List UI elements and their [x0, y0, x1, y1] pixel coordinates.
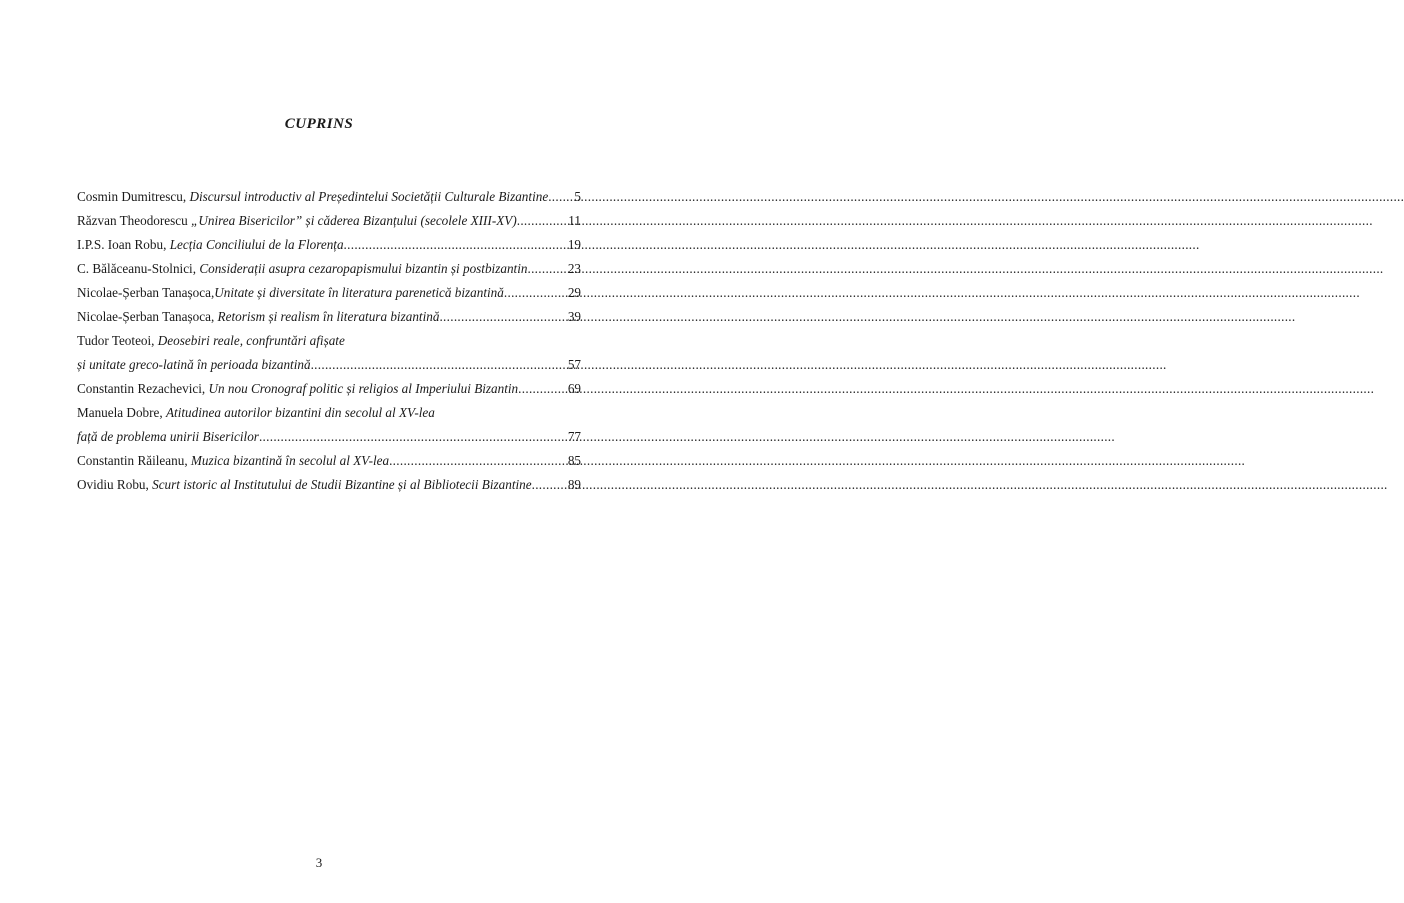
dot-leader	[517, 209, 568, 233]
toc-title: Lecția Conciliului de la Florența	[169, 237, 344, 252]
toc-entry-text	[77, 329, 345, 353]
toc-author: C. Bălăceanu-Stolnici,	[77, 261, 200, 276]
toc-entry[interactable]	[77, 257, 581, 281]
toc-title: Retorism și realism în literatura bizantină	[217, 309, 440, 324]
toc-line	[77, 377, 581, 401]
toc-page-number: 77	[567, 429, 581, 444]
toc-entry[interactable]	[77, 329, 581, 377]
toc-entry[interactable]	[77, 185, 581, 209]
toc-line	[77, 449, 581, 473]
toc-author: Constantin Răileanu,	[77, 453, 191, 468]
toc-page-number: 19	[567, 237, 581, 252]
toc-line	[77, 185, 581, 209]
toc-line	[77, 425, 581, 449]
toc-entry-text	[77, 209, 517, 233]
toc-page-number: 89	[567, 477, 581, 492]
toc-entry-text	[77, 425, 259, 449]
toc-title: față de problema unirii Bisericilor	[77, 429, 259, 444]
toc-author: Ovidiu Robu,	[77, 477, 153, 492]
dot-leader	[389, 449, 567, 473]
toc-entry-text	[77, 233, 344, 257]
toc-author: Manuela Dobre,	[77, 405, 166, 420]
dot-leader	[548, 185, 573, 209]
toc-entry[interactable]	[77, 401, 581, 449]
toc-page-number: 23	[567, 261, 581, 276]
toc-title: Scurt istoric al Institutului de Studii Bizantine și al Bibliotecii Bizantine	[152, 477, 532, 492]
toc-entry-text	[77, 305, 439, 329]
toc-author: Tudor Teoteoi,	[77, 333, 158, 348]
dot-leader	[311, 353, 567, 377]
dot-leader	[532, 473, 567, 497]
toc-line	[77, 209, 581, 233]
toc-title: Discursul introductiv al Președintelui Societății Culturale Bizantine	[189, 189, 549, 204]
toc-entry-text	[77, 401, 435, 425]
page-title: CUPRINS	[284, 116, 354, 132]
toc-page-number: 29	[567, 285, 581, 300]
toc-page-number: 11	[568, 213, 581, 228]
toc-entry[interactable]	[77, 377, 581, 401]
toc-title: Atitudinea autorilor bizantini din secolul al XV-lea	[165, 405, 435, 420]
toc-line	[77, 233, 581, 257]
dot-leader	[527, 257, 566, 281]
dot-leader	[504, 281, 567, 305]
toc-line	[77, 305, 581, 329]
toc-page-number: 5	[574, 189, 581, 204]
toc-line	[77, 401, 581, 425]
toc-page-number: 69	[567, 381, 581, 396]
toc-entry[interactable]	[77, 281, 581, 305]
toc-entry[interactable]	[77, 233, 581, 257]
toc-author: Nicolae-Șerban Tanașoca,	[77, 309, 218, 324]
toc-entry[interactable]	[77, 473, 581, 497]
toc-title: Muzica bizantină în secolul al XV-lea	[190, 453, 390, 468]
page-number: 3	[315, 855, 323, 870]
toc-title: „Unirea Bisericilor” și căderea Bizanțului (secolele XIII-XV)	[191, 213, 517, 228]
toc-title: Unitate și diversitate în literatura parenetică bizantină	[214, 285, 504, 300]
dot-leader	[344, 233, 567, 257]
toc-page-number: 39	[567, 309, 581, 324]
toc-entry[interactable]	[77, 209, 581, 233]
table-of-contents	[77, 185, 581, 497]
toc-entry-text	[77, 377, 518, 401]
toc-entry-text	[77, 185, 548, 209]
toc-page-number: 85	[567, 453, 581, 468]
toc-page-number: 57	[567, 357, 581, 372]
toc-author: Răzvan Theodorescu	[77, 213, 192, 228]
toc-line	[77, 257, 581, 281]
toc-line	[77, 281, 581, 305]
toc-entry-text	[77, 257, 527, 281]
dot-leader	[518, 377, 567, 401]
toc-title: Considerații asupra cezaropapismului bizantin și postbizantin	[199, 261, 528, 276]
toc-author: I.P.S. Ioan Robu,	[77, 237, 170, 252]
dot-leader	[259, 425, 567, 449]
toc-entry[interactable]	[77, 449, 581, 473]
dot-leader	[439, 305, 566, 329]
toc-title: Deosebiri reale, confruntări afișate	[157, 333, 345, 348]
toc-author: Nicolae-Șerban Tanașoca,	[77, 285, 215, 300]
toc-entry-text	[77, 449, 389, 473]
toc-author: Cosmin Dumitrescu,	[77, 189, 190, 204]
toc-line	[77, 473, 581, 497]
toc-entry-text	[77, 353, 311, 377]
toc-author: Constantin Rezachevici,	[77, 381, 209, 396]
toc-title: și unitate greco-latină în perioada bizantină	[77, 357, 311, 372]
toc-line	[77, 329, 581, 353]
toc-entry-text	[77, 473, 532, 497]
toc-entry[interactable]	[77, 305, 581, 329]
toc-entry-text	[77, 281, 504, 305]
toc-line	[77, 353, 581, 377]
toc-title: Un nou Cronograf politic și religios al Imperiului Bizantin	[208, 381, 519, 396]
